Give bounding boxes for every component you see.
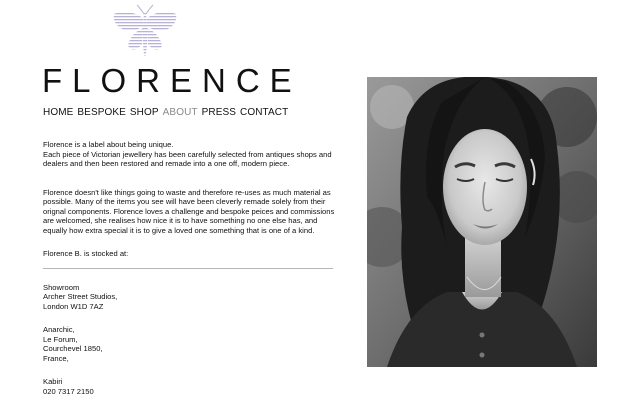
main-nav	[43, 107, 288, 118]
brand-wordmark[interactable]: FLORENCE	[42, 62, 302, 99]
about-intro-line: Florence is a label about being unique.	[43, 140, 174, 149]
divider	[43, 268, 333, 269]
nav-shop[interactable]: SHOP	[129, 107, 159, 118]
stockist-line: Anarchic,	[43, 325, 75, 334]
stockist-line: France,	[43, 353, 69, 363]
stockist-line: Showroom	[43, 282, 80, 292]
stockist-line: Le Forum,	[43, 334, 78, 344]
moth-icon	[110, 4, 180, 62]
stockist-anarchic	[43, 325, 338, 363]
stockist-line: Archer Street Studios,	[43, 292, 118, 301]
stockist-line: 020 7317 2150	[43, 386, 94, 396]
nav-contact[interactable]: CONTACT	[240, 107, 289, 118]
stockist-line: London W1D 7AZ	[43, 301, 104, 311]
stockist-line: Kabiri	[43, 377, 63, 386]
stockist-line: Courchevel 1850,	[43, 344, 103, 353]
stockist-kabiri	[43, 377, 338, 396]
nav-about[interactable]: ABOUT	[162, 107, 198, 118]
stockists-heading: Florence B. is stocked at:	[43, 249, 129, 258]
about-paragraph: Florence doesn't like things going to waste and therefore re-uses as much material as possible. Many of the items you see will have been cleverly remade solely from their orignal components. Florence loves a challenge and bespoke peices and commissions are welcomed, she realises how nice it is to have something no one else has, and equally how extra special it is to give a loved one something that is one of a kind.	[43, 187, 335, 235]
nav-bespoke[interactable]: BESPOKE	[77, 107, 126, 118]
nav-home[interactable]: HOME	[43, 107, 74, 118]
about-content	[43, 140, 338, 396]
about-intro-body: Each piece of Victorian jewellery has been carefully selected from antiques shops and dealers and then been restored and remade into a one off, modern piece.	[43, 149, 332, 168]
stockist-showroom	[43, 283, 338, 312]
nav-press[interactable]: PRESS	[201, 107, 237, 118]
portrait-photo	[367, 77, 597, 367]
